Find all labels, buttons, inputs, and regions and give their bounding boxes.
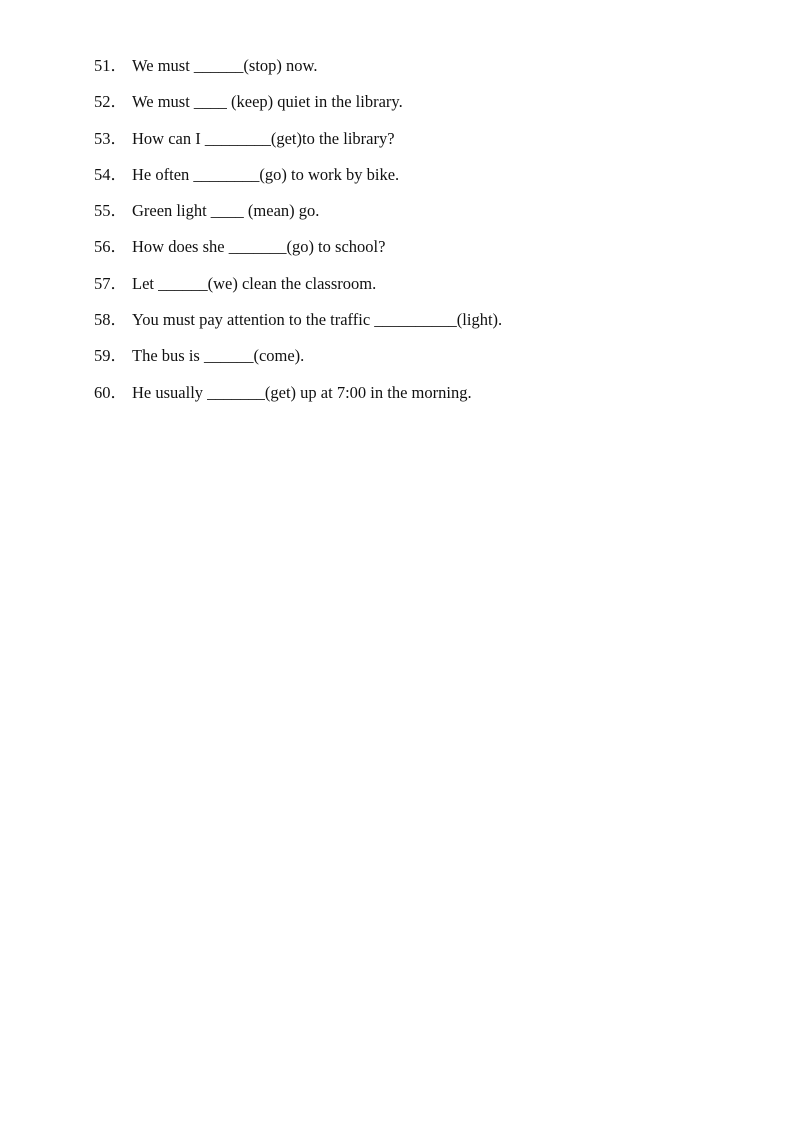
question-item <box>94 90 734 126</box>
question-item <box>94 272 734 308</box>
question-text: You must pay attention to the traffic __________(light). <box>132 310 503 330</box>
question-text: Green light ____ (mean) go. <box>132 201 320 221</box>
question-text: We must ______(stop) now. <box>132 56 318 75</box>
question-number: 51． <box>94 56 127 75</box>
question-item <box>94 308 734 344</box>
question-number: 58． <box>94 310 127 330</box>
question-number: 57． <box>94 273 127 293</box>
question-item <box>94 127 734 163</box>
question-text: We must ____ (keep) quiet in the library. <box>132 92 403 112</box>
question-number: 54． <box>94 164 127 184</box>
question-item <box>94 163 734 199</box>
question-item <box>94 199 734 235</box>
question-item <box>94 381 734 417</box>
question-number: 55． <box>94 201 127 221</box>
question-number: 56． <box>94 237 127 257</box>
question-text: Let ______(we) clean the classroom. <box>132 273 377 293</box>
question-text: He often ________(go) to work by bike. <box>132 164 400 184</box>
question-text: How can I ________(get)to the library? <box>132 128 395 148</box>
question-text: The bus is ______(come). <box>132 346 305 366</box>
question-list <box>94 54 734 417</box>
question-text: He usually _______(get) up at 7:00 in the morning. <box>132 382 472 402</box>
question-number: 52． <box>94 92 127 112</box>
question-text: How does she _______(go) to school? <box>132 237 386 257</box>
question-number: 59． <box>94 346 127 366</box>
question-item <box>94 235 734 271</box>
question-number: 53． <box>94 128 127 148</box>
question-item <box>94 54 734 90</box>
question-item <box>94 344 734 380</box>
question-number: 60． <box>94 382 127 402</box>
